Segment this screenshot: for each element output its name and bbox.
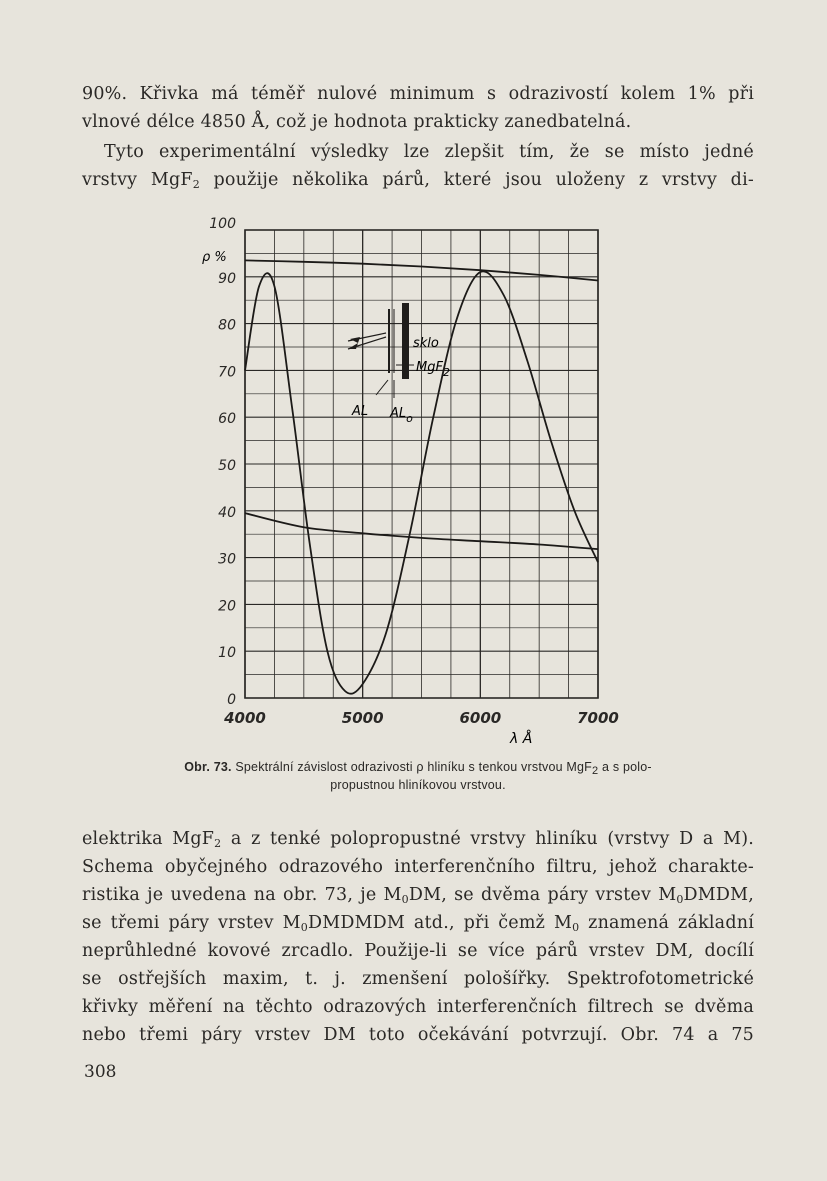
text-part: DMDM, (683, 885, 754, 905)
y-tick-label: 10 (218, 645, 236, 662)
glass-label: sklo (413, 336, 439, 351)
paragraph-intro (82, 80, 754, 136)
text-line (82, 166, 754, 194)
x-tick-label: 4000 (224, 709, 266, 727)
y-tick-label: 50 (218, 458, 236, 474)
text-line: neprůhledné kovové zrcadlo. Použije-li se více párů vrstev DM, docílí (82, 941, 754, 961)
text-line: vlnové délce 4850 Å, což je hodnota prakticky zanedbatelná. (82, 112, 632, 132)
y-tick-label: 20 (218, 598, 236, 615)
leader-line (376, 380, 388, 395)
x-tick-label: 6000 (459, 709, 502, 727)
y-tick-label: 100 (209, 216, 236, 232)
text-line: 90%. Křivka má téměř nulové minimum s odrazivostí kolem 1% při (82, 84, 754, 104)
y-tick-label: 90 (218, 270, 236, 287)
text-part: elektrika MgF (82, 829, 215, 849)
chart-svg (180, 215, 640, 775)
text-line: nebo třemi páry vrstev DM toto očekávání potvrzují. Obr. 74 a 75 (82, 1025, 754, 1045)
y-tick-labels (209, 216, 236, 708)
text-part: znamená základní (579, 913, 754, 933)
subscript: 0 (572, 921, 580, 934)
subscript: 2 (192, 178, 200, 191)
al0-text: AL (390, 406, 407, 421)
x-tick-label: 7000 (577, 709, 619, 727)
text-part: se třemi páry vrstev M (82, 913, 301, 933)
caption-label: Obr. 73. (184, 760, 232, 774)
subscript: 2 (214, 837, 222, 850)
subscript: 0 (676, 893, 684, 906)
y-tick-label: 40 (218, 504, 236, 521)
glass-layer (402, 303, 409, 379)
y-tick-label: 80 (218, 317, 236, 334)
y-axis-label: ρ % (202, 250, 227, 265)
text-part: a z tenké polopropustné vrstvy hliníku (vrstvy D a M). (221, 829, 755, 849)
x-tick-labels (223, 709, 619, 727)
caption-text: a s polo- (598, 760, 652, 774)
caption-line: propustnou hliníkovou vrstvou. (330, 778, 506, 792)
text-line (82, 909, 754, 937)
text-line (82, 825, 754, 853)
text-line: křivky měření na těchto odrazových interferenčních filtrech se dvěma (82, 997, 754, 1017)
text-part: ristika je uvedena na obr. 73, je M (82, 885, 402, 905)
mgf-subscript: 2 (442, 366, 450, 379)
page-number: 308 (84, 1062, 117, 1082)
text-line: se ostřejších maxim, t. j. zmenšení pološířky. Spektrofotometrické (82, 969, 754, 989)
figure-caption (82, 758, 754, 794)
paragraph-filter (82, 825, 754, 1049)
text-line: Schema obyčejného odrazového interferenčního filtru, jehož charakte- (82, 857, 754, 877)
mgf-text: MgF (416, 360, 443, 375)
al-label: AL (352, 404, 369, 419)
al0-label (389, 406, 413, 425)
text-line (82, 881, 754, 909)
paragraph-experimental (82, 138, 754, 194)
y-tick-label: 30 (218, 551, 236, 568)
chart-grid (245, 230, 598, 698)
y-tick-label: 70 (218, 364, 236, 381)
subscript: 0 (300, 921, 308, 934)
text-part: DMDMDM atd., při čemž M (307, 913, 573, 933)
y-tick-label: 0 (227, 692, 236, 708)
text-part: vrstvy MgF (82, 170, 193, 190)
caption-line (82, 758, 754, 776)
reflectance-chart (180, 215, 640, 775)
text-line: Tyto experimentální výsledky lze zlepšit tím, že se místo jedné (104, 142, 754, 162)
y-tick-label: 60 (218, 411, 236, 428)
x-axis-label: λ Å (510, 731, 533, 747)
al0-subscript: o (406, 412, 413, 425)
arrow-head (348, 343, 358, 349)
subscript: 0 (401, 893, 409, 906)
text-part: použije několika párů, které jsou uloženy z vrstvy di- (199, 170, 754, 190)
x-tick-label: 5000 (341, 709, 384, 727)
subscript: 2 (592, 765, 599, 777)
caption-text: Spektrální závislost odrazivosti ρ hliníku s tenkou vrstvou MgF (231, 760, 593, 774)
text-part: DM, se dvěma páry vrstev M (408, 885, 677, 905)
